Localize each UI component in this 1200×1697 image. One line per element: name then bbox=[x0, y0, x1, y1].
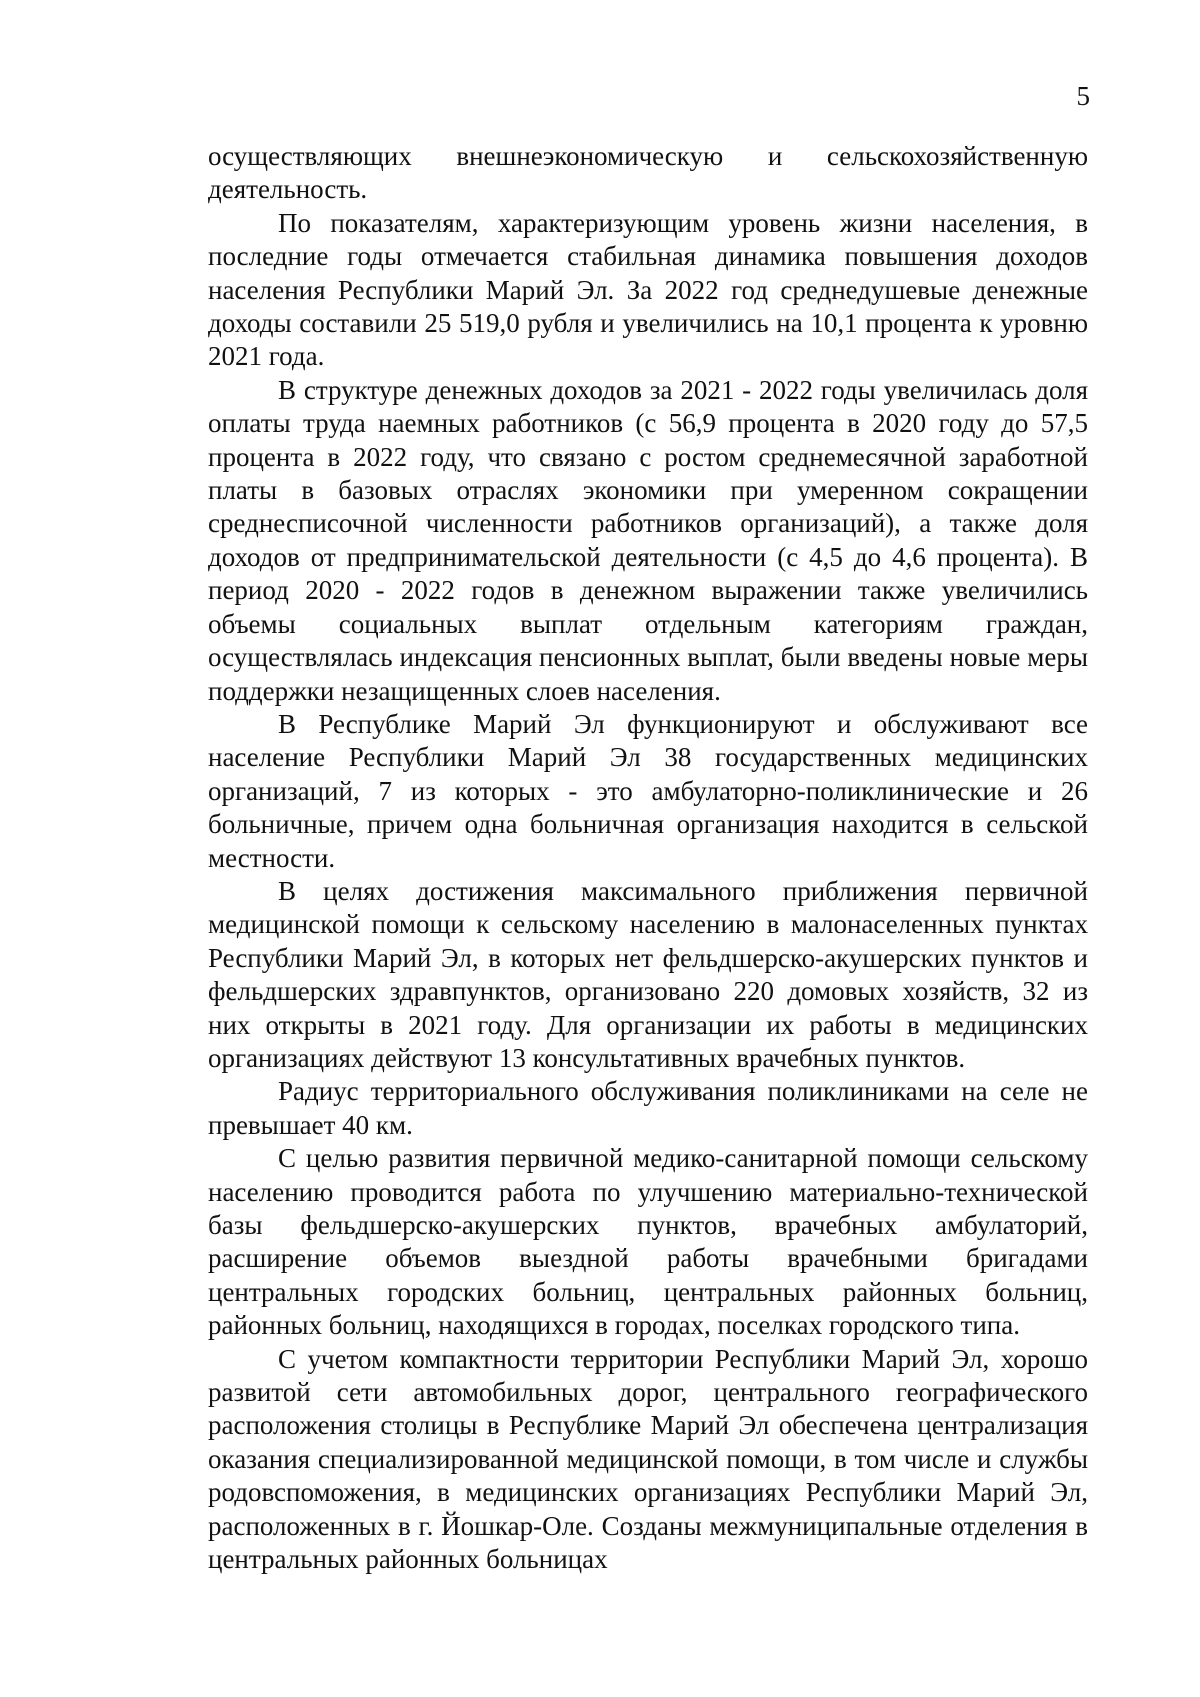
paragraph-continuation: осуществляющих внешнеэкономическую и сельскохозяйственную деятельность. bbox=[208, 141, 1088, 205]
document-body bbox=[208, 140, 1088, 1576]
paragraph-primary-care: В целях достижения максимального приближения первичной медицинской помощи к сельскому населению в малонаселенных пунктах Республики Марий Эл, в которых нет фельдшерско-акушерских пунктов и фельдшерских здравпунктов, организовано 220 домовых хозяйств, 32 из них открыты в 2021 году. Для организации их работы в медицинских организациях действуют 13 консультативных врачебных пунктов. bbox=[208, 875, 1088, 1073]
paragraph-centralization: С учетом компактности территории Республики Марий Эл, хорошо развитой сети автомобильных дорог, центрального географического расположения столицы в Республике Марий Эл обеспечена централизация оказания специализированной медицинской помощи, в том числе и службы родовспоможения, в медицинских организациях Республики Марий Эл, расположенных в г. Йошкар-Оле. Созданы межмуниципальные отделения в центральных районных больницах bbox=[208, 1343, 1088, 1575]
paragraph-medical-organizations: В Республике Марий Эл функционируют и обслуживают все население Республики Марий Эл 38 государственных медицинских организаций, 7 из которых - это амбулаторно-поликлинические и 26 больничные, причем одна больничная организация находится в сельской местности. bbox=[208, 708, 1088, 873]
paragraph-income-structure: В структуре денежных доходов за 2021 - 2022 годы увеличилась доля оплаты труда наемных работников (с 56,9 процента в 2020 году до 57,5 процента в 2022 году, что связано с ростом среднемесячной заработной платы в базовых отраслях экономики при умеренном сокращении среднесписочной численности работников организаций), а также доля доходов от предпринимательской деятельности (с 4,5 до 4,6 процента). В период 2020 - 2022 годов в денежном выражении также увеличились объемы социальных выплат отдельным категориям граждан, осуществлялась индексация пенсионных выплат, были введены новые меры поддержки незащищенных слоев населения. bbox=[208, 374, 1088, 706]
paragraph-rural-care-development: С целью развития первичной медико-санитарной помощи сельскому населению проводится работа по улучшению материально-технической базы фельдшерско-акушерских пунктов, врачебных амбулаторий, расширение объемов выездной работы врачебными бригадами центральных городских больниц, центральных районных больниц, районных больниц, находящихся в городах, поселках городского типа. bbox=[208, 1143, 1088, 1341]
paragraph-service-radius: Радиус территориального обслуживания поликлиниками на селе не превышает 40 км. bbox=[208, 1076, 1088, 1140]
page-number: 5 bbox=[1076, 81, 1090, 111]
paragraph-living-standards: По показателям, характеризующим уровень жизни населения, в последние годы отмечается стабильная динамика повышения доходов населения Республики Марий Эл. За 2022 год среднедушевые денежные доходы составили 25 519,0 рубля и увеличились на 10,1 процента к уровню 2021 года. bbox=[208, 207, 1088, 372]
